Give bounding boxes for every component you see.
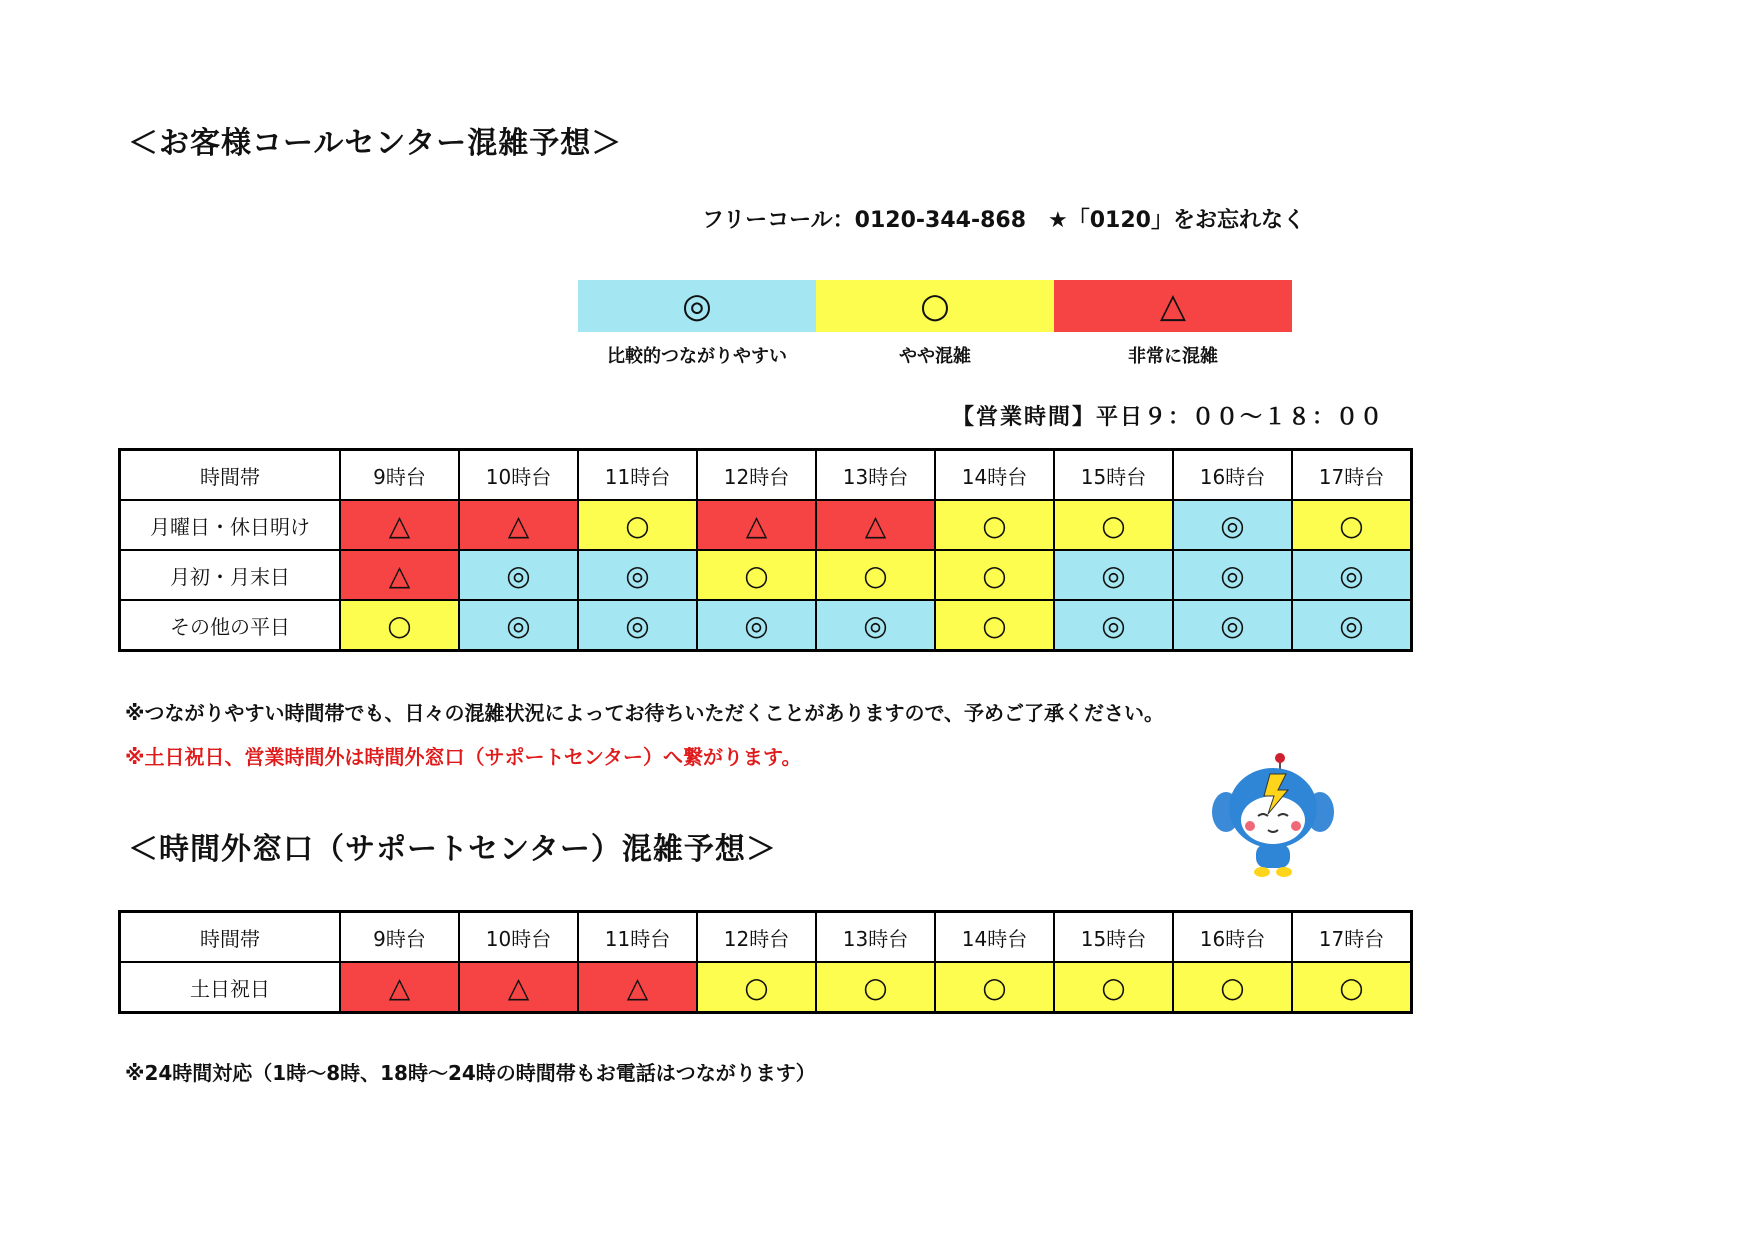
column-header-hour: 15時台 [1054,912,1173,963]
congestion-cell: ○ [816,962,935,1013]
congestion-cell: ○ [1054,962,1173,1013]
congestion-cell: ◎ [578,600,697,651]
congestion-cell: ○ [697,550,816,600]
call-center-congestion-table [118,448,1413,652]
column-header-hour: 12時台 [697,912,816,963]
row-label: 月初・月末日 [120,550,341,600]
congestion-cell: ◎ [459,600,578,651]
legend-label-moderate: やや混雑 [899,346,971,367]
column-header-hour: 12時台 [697,450,816,501]
congestion-cell: ◎ [1173,600,1292,651]
row-label: その他の平日 [120,600,341,651]
note-general: ※つながりやすい時間帯でも、日々の混雑状況によってお待ちいただくことがありますので、予めご了承ください。 [125,701,1165,725]
column-header-hour: 14時台 [935,912,1054,963]
table-row [120,550,1412,600]
column-header-hour: 17時台 [1292,912,1412,963]
mascot-image [1208,750,1338,880]
table-header-row [120,450,1412,501]
congestion-cell: ◎ [1292,600,1412,651]
column-header-hour: 10時台 [459,912,578,963]
column-header-label: 時間帯 [120,912,341,963]
legend [578,280,1292,332]
business-hours: 【営業時間】平日９：００～１８：００ [952,405,1385,430]
legend-label-easy: 比較的つながりやすい [607,346,787,367]
congestion-cell: △ [459,500,578,550]
table-row [120,500,1412,550]
congestion-cell: △ [340,962,459,1013]
column-header-hour: 13時台 [816,912,935,963]
congestion-cell: △ [340,550,459,600]
legend-labels [578,342,1292,368]
column-header-hour: 16時台 [1173,912,1292,963]
congestion-cell: ◎ [1173,500,1292,550]
legend-label-busy: 非常に混雑 [1128,346,1218,367]
congestion-cell: ◎ [459,550,578,600]
congestion-cell: ◎ [1173,550,1292,600]
note-24-hours: ※24時間対応（1時～8時、18時～24時の時間帯もお電話はつながります） [125,1061,816,1085]
row-label: 月曜日・休日明け [120,500,341,550]
column-header-label: 時間帯 [120,450,341,501]
congestion-cell: △ [340,500,459,550]
mascot-icon [1208,750,1338,880]
note-after-hours: ※土日祝日、営業時間外は時間外窓口（サポートセンター）へ繋がります。 [125,745,802,769]
table-header-row [120,912,1412,963]
congestion-cell: ○ [1292,962,1412,1013]
congestion-cell: ○ [697,962,816,1013]
column-header-hour: 9時台 [340,912,459,963]
row-label: 土日祝日 [120,962,341,1013]
column-header-hour: 10時台 [459,450,578,501]
congestion-cell: ○ [816,550,935,600]
congestion-cell: △ [697,500,816,550]
congestion-cell: ○ [935,550,1054,600]
column-header-hour: 16時台 [1173,450,1292,501]
support-center-congestion-table [118,910,1413,1014]
congestion-cell: ◎ [816,600,935,651]
legend-swatch-busy: △ [1054,280,1292,332]
column-header-hour: 11時台 [578,450,697,501]
column-header-hour: 9時台 [340,450,459,501]
congestion-cell: ○ [340,600,459,651]
column-header-hour: 17時台 [1292,450,1412,501]
congestion-cell: ◎ [1054,550,1173,600]
congestion-cell: ○ [1054,500,1173,550]
table-row [120,600,1412,651]
column-header-hour: 11時台 [578,912,697,963]
congestion-cell: △ [459,962,578,1013]
table-row [120,962,1412,1013]
congestion-cell: ○ [1173,962,1292,1013]
column-header-hour: 15時台 [1054,450,1173,501]
column-header-hour: 14時台 [935,450,1054,501]
legend-swatch-easy: ◎ [578,280,816,332]
section-title-support-center: ＜時間外窓口（サポートセンター）混雑予想＞ [128,832,777,867]
congestion-cell: △ [578,962,697,1013]
congestion-cell: ○ [935,600,1054,651]
congestion-cell: ◎ [578,550,697,600]
congestion-cell: △ [816,500,935,550]
column-header-hour: 13時台 [816,450,935,501]
congestion-cell: ○ [935,500,1054,550]
congestion-cell: ◎ [697,600,816,651]
congestion-cell: ○ [578,500,697,550]
legend-swatch-moderate: ○ [816,280,1054,332]
congestion-cell: ◎ [1292,550,1412,600]
congestion-cell: ○ [935,962,1054,1013]
page-title: ＜お客様コールセンター混雑予想＞ [128,126,623,161]
congestion-cell: ○ [1292,500,1412,550]
congestion-cell: ◎ [1054,600,1173,651]
phone-line: フリーコール：0120-344-868 ★「0120」をお忘れなく [702,208,1305,233]
